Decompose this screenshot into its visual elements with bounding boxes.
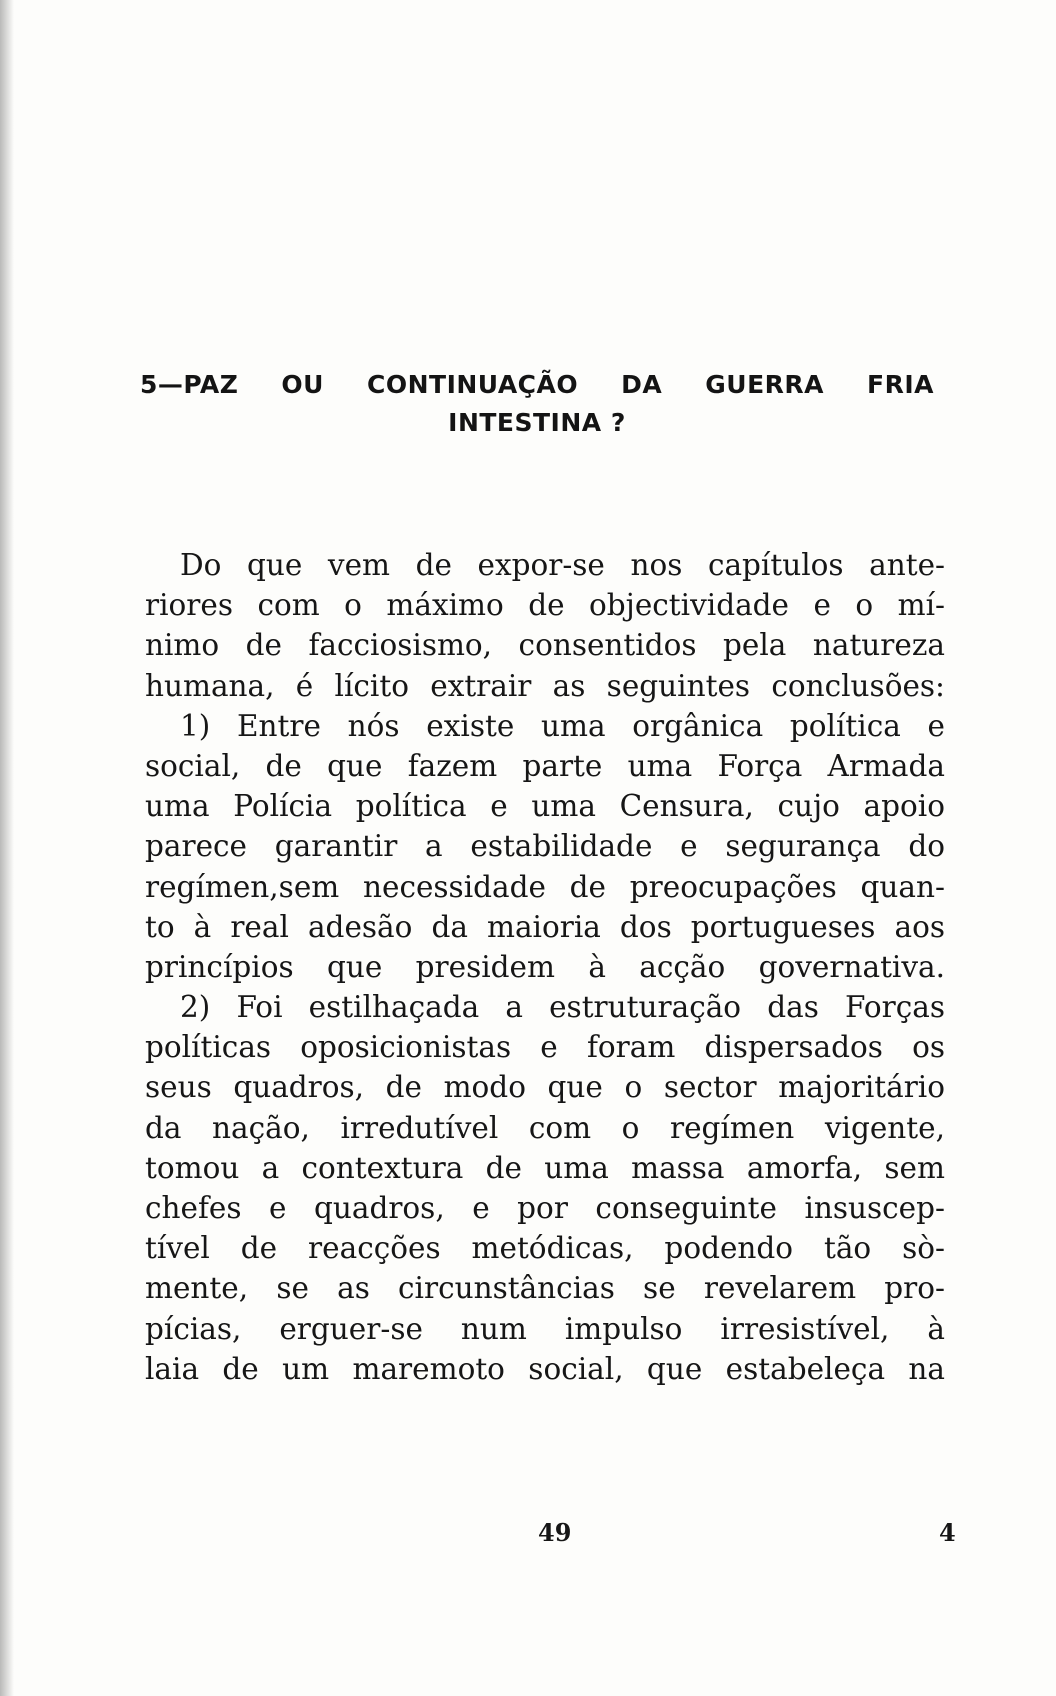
text-line: seus quadros, de modo que o sector majoritário bbox=[145, 1070, 945, 1105]
text-line: social, de que fazem parte uma Força Armada bbox=[145, 748, 945, 783]
text-line: 2) Foi estilhaçada a estruturação das Forças bbox=[180, 990, 945, 1025]
body-paragraphs bbox=[145, 545, 945, 1389]
page-number: 49 bbox=[538, 1518, 572, 1547]
text-line: tomou a contextura de uma massa amorfa, sem bbox=[145, 1150, 945, 1185]
text-line: nimo de facciosismo, consentidos pela natureza bbox=[145, 628, 945, 663]
text-line: mente, se as circunstâncias se revelarem pro- bbox=[145, 1271, 945, 1306]
text-line: parece garantir a estabilidade e segurança do bbox=[145, 829, 945, 864]
text-line: humana, é lícito extrair as seguintes conclusões: bbox=[145, 668, 945, 703]
text-line: 1) Entre nós existe uma orgânica política e bbox=[180, 708, 945, 743]
text-line: to à real adesão da maioria dos portugueses aos bbox=[145, 909, 945, 944]
text-line: princípios que presidem à acção governativa. bbox=[145, 949, 945, 984]
text-line: chefes e quadros, e por conseguinte insuscep- bbox=[145, 1191, 945, 1225]
page-gutter-shadow bbox=[0, 0, 14, 1696]
chapter-heading-line-1: 5—PAZ OU CONTINUAÇÃO DA GUERRA FRIA bbox=[140, 370, 934, 399]
text-line: políticas oposicionistas e foram dispersados os bbox=[145, 1030, 945, 1065]
text-line: pícias, erguer-se num impulso irresistível, à bbox=[145, 1311, 945, 1346]
text-line: da nação, irredutível com o regímen vigente, bbox=[145, 1110, 945, 1145]
text-line: tível de reacções metódicas, podendo tão sò- bbox=[145, 1231, 945, 1266]
signature-mark: 4 bbox=[939, 1518, 956, 1547]
text-line: Do que vem de expor-se nos capítulos ante- bbox=[180, 548, 945, 582]
text-line: riores com o máximo de objectividade e o mí- bbox=[145, 588, 945, 623]
text-line: regímen,sem necessidade de preocupações quan- bbox=[145, 869, 945, 904]
chapter-heading-line-2: INTESTINA ? bbox=[448, 408, 626, 437]
text-line: laia de um maremoto social, que estabeleça na bbox=[145, 1351, 945, 1386]
text-line: uma Polícia política e uma Censura, cujo apoio bbox=[145, 789, 945, 824]
chapter-heading bbox=[140, 366, 940, 442]
